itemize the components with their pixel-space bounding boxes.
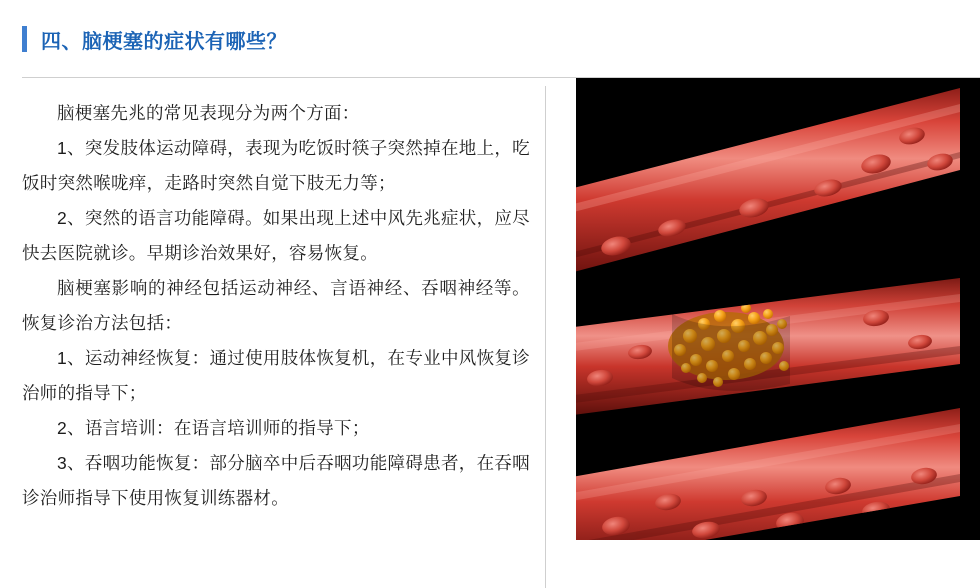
header-accent-bar [22, 26, 27, 52]
paragraph: 3、吞咽功能恢复：部分脑卒中后吞咽功能障碍患者，在吞咽诊治师指导下使用恢复训练器材。 [22, 453, 530, 508]
paragraph: 脑梗塞影响的神经包括运动神经、言语神经、吞咽神经等。恢复诊治方法包括： [22, 278, 530, 333]
paragraph: 2、突然的语言功能障碍。如果出现上述中风先兆症状，应尽快去医院就诊。早期诊治效果好，容易恢复。 [22, 208, 530, 263]
section-header [0, 0, 980, 78]
illustration-column [546, 78, 980, 588]
paragraph: 1、突发肢体运动障碍，表现为吃饭时筷子突然掉在地上，吃饭时突然喉咙痒，走路时突然自觉下肢无力等； [22, 138, 530, 193]
page-title: 四、脑梗塞的症状有哪些？ [41, 30, 287, 53]
paragraph: 1、运动神经恢复：通过使用肢体恢复机，在专业中风恢复诊治师的指导下； [22, 348, 530, 403]
content-area [0, 78, 980, 588]
article-text-column [0, 78, 546, 588]
blood-vessel-thrombosis-illustration [576, 78, 980, 540]
paragraph: 脑梗塞先兆的常见表现分为两个方面： [57, 103, 360, 123]
paragraph: 2、语言培训：在语言培训师的指导下； [57, 418, 370, 438]
